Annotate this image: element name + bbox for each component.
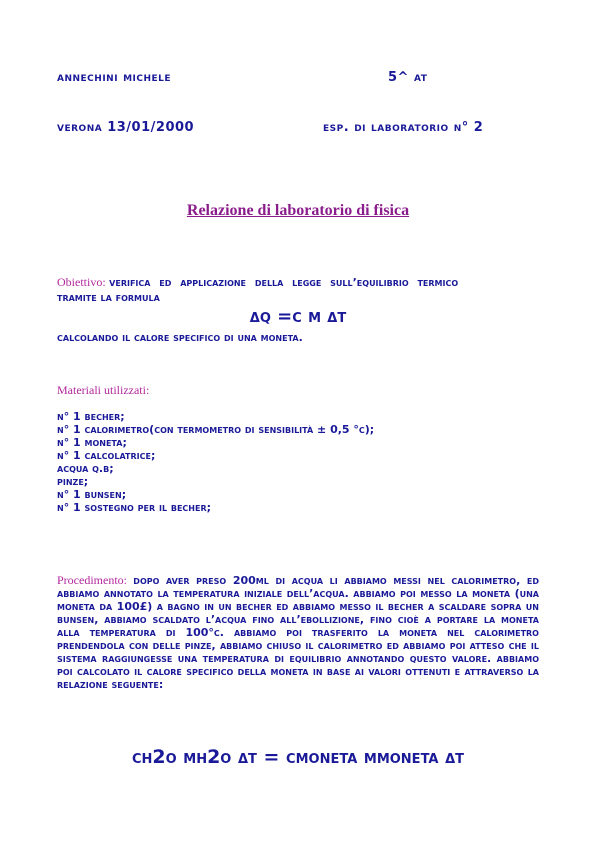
page-title: Relazione di laboratorio di fisica xyxy=(186,202,410,219)
list-item: n° 1 bunsen; xyxy=(57,488,127,501)
procedure-formula: ch2o mh2o δt = cmoneta mmoneta δt xyxy=(131,746,465,768)
author-name: annechini michele xyxy=(57,70,172,85)
materials-label: Materiali utilizzati: xyxy=(57,383,150,397)
class-label: 5^ at xyxy=(388,70,428,85)
procedure-section xyxy=(57,574,539,691)
list-item: n° 1 becher; xyxy=(57,410,125,423)
objective-text-line2: tramite la formula xyxy=(57,291,160,304)
objective-section xyxy=(57,276,539,289)
list-item: pinze; xyxy=(57,475,89,488)
list-item: acqua q.b; xyxy=(57,462,114,475)
objective-formula: δq =c m δt xyxy=(249,306,347,327)
objective-text-line1: verifica ed applicazione della legge sull’equilibrio termico xyxy=(109,276,459,289)
list-item: n° 1 moneta; xyxy=(57,436,127,449)
list-item: n° 1 calcolatrice; xyxy=(57,449,156,462)
list-item: n° 1 calorimetro(con termometro di sensibilità ± 0,5 °c); xyxy=(57,423,375,436)
objective-label: Obiettivo: xyxy=(57,275,106,289)
materials-list xyxy=(57,410,374,514)
objective-text-after: calcolando il calore specifico di una moneta. xyxy=(57,331,303,344)
list-item: n° 1 sostegno per il becher; xyxy=(57,501,212,514)
experiment-number: esp. di laboratorio n° 2 xyxy=(323,120,484,135)
place-date: verona 13/01/2000 xyxy=(57,120,195,135)
procedure-label: Procedimento: xyxy=(57,573,127,587)
procedure-text: dopo aver preso 200ml di acqua li abbiamo messi nel calorimetro, ed abbiamo annotato la temperatura iniziale dell’acqua. abbiamo poi messo la moneta (una moneta da 100£) a bagno in un becher ed abbiamo messo il becher a scaldare sopra un bunsen, abbiamo scaldato l’acqua fino all’ebollizione, fino cioè a portare la moneta alla temperatura di 100°c. abbiamo poi trasferito la moneta nel calorimetro prendendola con delle pinze, abbiamo chiuso il calorimetro ed abbiamo poi atteso che il sistema raggiungesse una temperatura di equilibrio annotando questo valore. abbiamo poi calcolato il calore specifico della moneta in base ai valori ottenuti e attraverso la relazione seguente: xyxy=(57,574,540,691)
